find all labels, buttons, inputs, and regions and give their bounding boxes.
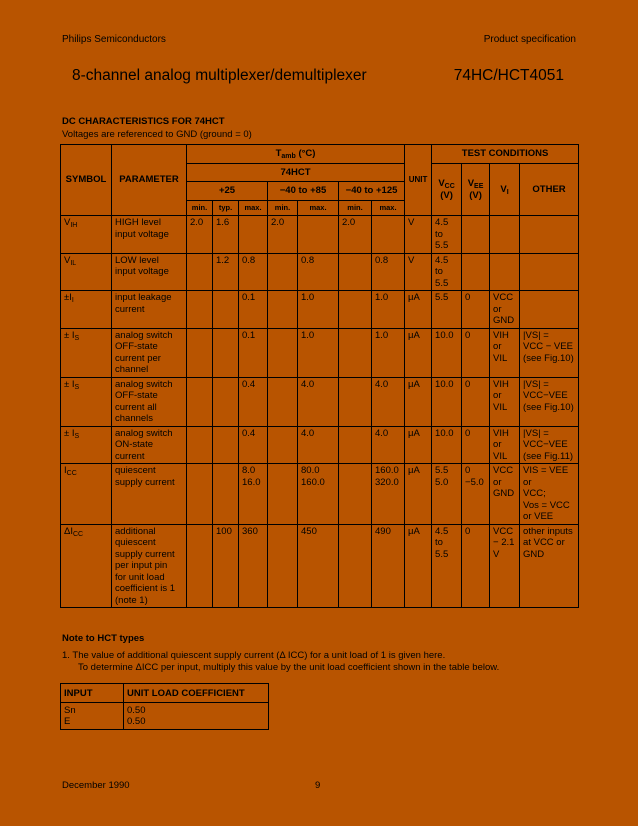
cell-param: input leakage current	[112, 291, 187, 329]
cell-unit: μA	[405, 524, 432, 608]
cell-unit: V	[405, 216, 432, 254]
cell-vi: VIH or VIL	[490, 426, 520, 464]
cell-vi	[490, 216, 520, 254]
cell-vcc: 4.5 to 5.5	[432, 524, 462, 608]
cell-min125	[339, 464, 372, 525]
cell-other: |VS| = VCC−VEE (see Fig.11)	[520, 426, 579, 464]
cell-min85	[268, 524, 298, 608]
cell-min25	[187, 426, 213, 464]
table-row	[61, 216, 579, 254]
cell-max85: 4.0	[298, 426, 339, 464]
cell-vcc: 4.5 to 5.5	[432, 216, 462, 254]
cell-max85: 0.8	[298, 253, 339, 291]
cell-min85	[268, 464, 298, 525]
cell-vi: VCC or GND	[490, 291, 520, 329]
table-row	[61, 426, 579, 464]
cell-vee: 0 −5.0	[462, 464, 490, 525]
cell-unit: μA	[405, 377, 432, 426]
header-vcc: $V_{CC}$ (V)	[432, 164, 462, 216]
cell-min125	[339, 253, 372, 291]
page-number: 9	[315, 780, 321, 791]
header-vee: $V_{EE}$ (V)	[462, 164, 490, 216]
cell-unit: V	[405, 253, 432, 291]
header-temp-25: +25	[187, 182, 268, 201]
unit-load-table	[60, 683, 269, 730]
cell-other	[520, 291, 579, 329]
cell-min85	[268, 426, 298, 464]
header-max: max.	[298, 201, 339, 216]
cell-vi: VCC − 2.1 V	[490, 524, 520, 608]
cell-max25: 0.4	[239, 426, 268, 464]
cell-max25: 0.4	[239, 377, 268, 426]
cell-min125	[339, 377, 372, 426]
cell-min25	[187, 328, 213, 377]
cell-symbol: $I_{CC}$	[61, 464, 112, 525]
cell-vi: VCC or GND	[490, 464, 520, 525]
part-number: 74HC/HCT4051	[453, 67, 564, 84]
header-vi: $V_I$	[490, 164, 520, 216]
header-input: INPUT	[61, 684, 124, 703]
cell-param: LOW level input voltage	[112, 253, 187, 291]
cell-min25	[187, 291, 213, 329]
cell-max25: 0.1	[239, 328, 268, 377]
table-row	[61, 464, 579, 525]
cell-max125: 1.0	[372, 328, 405, 377]
dc-characteristics-table	[60, 144, 579, 608]
note-1-line-2: To determine ΔICC per input, multiply this value by the unit load coefficient shown in the table below.	[78, 662, 500, 673]
cell-param: quiescent supply current	[112, 464, 187, 525]
cell-vcc: 10.0	[432, 426, 462, 464]
document-type: Product specification	[483, 34, 576, 45]
cell-max85	[298, 216, 339, 254]
cell-param: analog switch OFF-state current per channel	[112, 328, 187, 377]
cell-max25: 8.0 16.0	[239, 464, 268, 525]
cell-min85	[268, 377, 298, 426]
cell-vcc: 4.5 to 5.5	[432, 253, 462, 291]
cell-max85: 450	[298, 524, 339, 608]
cell-unit: μA	[405, 464, 432, 525]
cell-unit: μA	[405, 426, 432, 464]
cell-max125: 4.0	[372, 377, 405, 426]
cell-symbol: $\pm I_I$	[61, 291, 112, 329]
cell-param: additional quiescent supply current per input pin for unit load coefficient is 1 (note 1)	[112, 524, 187, 608]
cell-vcc: 5.5	[432, 291, 462, 329]
company-name: Philips Semiconductors	[62, 34, 166, 45]
cell-other: |VS| = VCC − VEE (see Fig.10)	[520, 328, 579, 377]
cell-min25	[187, 253, 213, 291]
cell-param: HIGH level input voltage	[112, 216, 187, 254]
cell-min85	[268, 328, 298, 377]
cell-max125: 0.8	[372, 253, 405, 291]
cell-min125	[339, 328, 372, 377]
cell-vee: 0	[462, 291, 490, 329]
cell-typ25: 1.2	[213, 253, 239, 291]
cell-other: VIS = VEE or VCC; Vos = VCC or VEE	[520, 464, 579, 525]
header-typ: typ.	[213, 201, 239, 216]
cell-min125	[339, 524, 372, 608]
cell-typ25	[213, 291, 239, 329]
cell-min25	[187, 524, 213, 608]
cell-min125	[339, 291, 372, 329]
cell-unit: μA	[405, 291, 432, 329]
footer-date: December 1990	[62, 780, 130, 791]
table-row	[61, 253, 579, 291]
cell-vi: VIH or VIL	[490, 377, 520, 426]
cell-max85: 1.0	[298, 328, 339, 377]
cell-typ25: 100	[213, 524, 239, 608]
cell-min125: 2.0	[339, 216, 372, 254]
cell-typ25	[213, 464, 239, 525]
cell-param: analog switch ON-state current	[112, 426, 187, 464]
cell-min125	[339, 426, 372, 464]
cell-typ25	[213, 377, 239, 426]
cell-typ25	[213, 426, 239, 464]
table-row	[61, 377, 579, 426]
cell-vee	[462, 216, 490, 254]
header-other: OTHER	[520, 164, 579, 216]
cell-min25: 2.0	[187, 216, 213, 254]
cell-max125: 160.0 320.0	[372, 464, 405, 525]
header-min: min.	[187, 201, 213, 216]
cell-max25: 0.8	[239, 253, 268, 291]
header-unit: UNIT	[405, 145, 432, 216]
cell-other: other inputs at VCC or GND	[520, 524, 579, 608]
cell-symbol: $V_{IH}$	[61, 216, 112, 254]
cell-max125	[372, 216, 405, 254]
cell-symbol: $\Delta I_{CC}$	[61, 524, 112, 608]
cell-max85: 1.0	[298, 291, 339, 329]
header-unit-load-coefficient: UNIT LOAD COEFFICIENT	[124, 684, 269, 703]
header-temp-125: −40 to +125	[339, 182, 405, 201]
cell-max125: 1.0	[372, 291, 405, 329]
cell-vi	[490, 253, 520, 291]
notes-title: Note to HCT types	[62, 633, 145, 644]
cell-vcc: 10.0	[432, 328, 462, 377]
header-tamb: $T_{amb}$ (°C)	[187, 145, 405, 164]
table-row	[61, 291, 579, 329]
header-max: max.	[239, 201, 268, 216]
cell-vee: 0	[462, 377, 490, 426]
header-parameter: PARAMETER	[112, 145, 187, 216]
cell-max85: 4.0	[298, 377, 339, 426]
cell-typ25	[213, 328, 239, 377]
cell-min85	[268, 291, 298, 329]
header-symbol: SYMBOL	[61, 145, 112, 216]
note-1-line-1: 1. The value of additional quiescent supply current (Δ ICC) for a unit load of 1 is given here.	[62, 650, 446, 661]
table-row	[61, 328, 579, 377]
cell-symbol: $V_{IL}$	[61, 253, 112, 291]
header-family: 74HCT	[187, 164, 405, 182]
cell-max25	[239, 216, 268, 254]
cell-param: analog switch OFF-state current all channels	[112, 377, 187, 426]
cell-vee: 0	[462, 328, 490, 377]
cell-vi: VIH or VIL	[490, 328, 520, 377]
cell-min85	[268, 253, 298, 291]
header-min: min.	[339, 201, 372, 216]
header-temp-85: −40 to +85	[268, 182, 339, 201]
unit-load-inputs: Sn E	[61, 703, 124, 730]
cell-max25: 360	[239, 524, 268, 608]
cell-other: |VS| = VCC−VEE (see Fig.10)	[520, 377, 579, 426]
cell-typ25: 1.6	[213, 216, 239, 254]
cell-unit: μA	[405, 328, 432, 377]
section-subtitle: Voltages are referenced to GND (ground = 0)	[62, 129, 252, 140]
cell-symbol: ± $I_S$	[61, 377, 112, 426]
section-title: DC CHARACTERISTICS FOR 74HCT	[62, 116, 225, 127]
cell-vee	[462, 253, 490, 291]
cell-symbol: ± $I_S$	[61, 328, 112, 377]
cell-vee: 0	[462, 426, 490, 464]
cell-vcc: 5.5 5.0	[432, 464, 462, 525]
cell-vee: 0	[462, 524, 490, 608]
cell-max85: 80.0 160.0	[298, 464, 339, 525]
header-max: max.	[372, 201, 405, 216]
header-min: min.	[268, 201, 298, 216]
cell-max125: 490	[372, 524, 405, 608]
cell-other	[520, 216, 579, 254]
unit-load-coefficients: 0.50 0.50	[124, 703, 269, 730]
cell-max125: 4.0	[372, 426, 405, 464]
cell-min85: 2.0	[268, 216, 298, 254]
header-test-conditions: TEST CONDITIONS	[432, 145, 579, 164]
document-title: 8-channel analog multiplexer/demultiplexer	[72, 67, 367, 84]
cell-symbol: ± $I_S$	[61, 426, 112, 464]
cell-other	[520, 253, 579, 291]
cell-max25: 0.1	[239, 291, 268, 329]
table-row	[61, 524, 579, 608]
cell-vcc: 10.0	[432, 377, 462, 426]
cell-min25	[187, 377, 213, 426]
cell-min25	[187, 464, 213, 525]
